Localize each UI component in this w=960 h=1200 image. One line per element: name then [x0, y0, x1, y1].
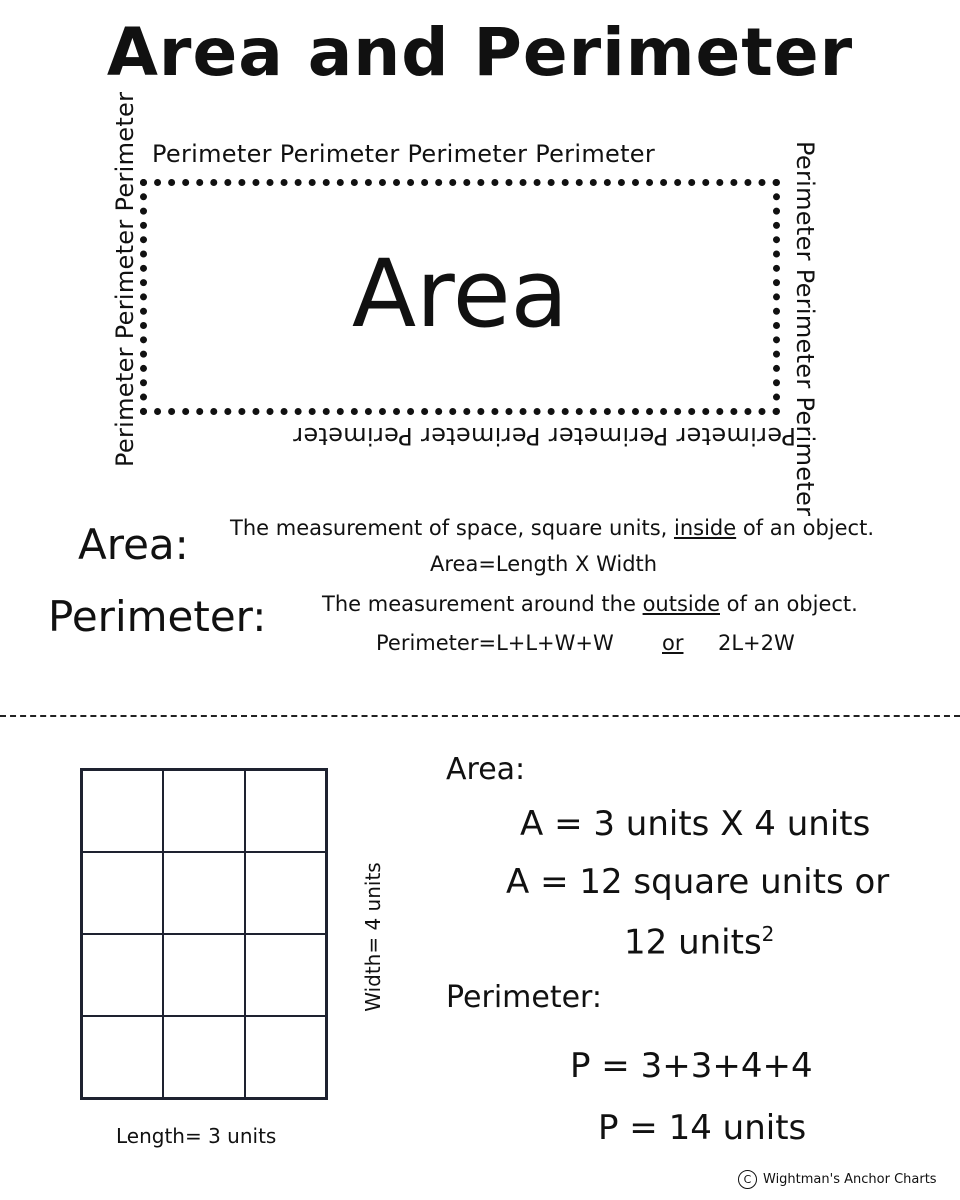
- section-divider: [0, 715, 960, 717]
- grid-cell: [163, 1016, 244, 1098]
- width-label: Width= 4 units: [361, 862, 385, 1012]
- exponent: 2: [761, 922, 775, 946]
- inside-underlined: inside: [673, 516, 737, 540]
- perimeter-border-text-top: Perimeter Perimeter Perimeter Perimeter: [152, 140, 656, 168]
- page-title: Area and Perimeter: [106, 14, 854, 91]
- grid-cell: [245, 934, 326, 1016]
- perimeter-formula-2: 2L+2W: [718, 631, 795, 655]
- grid-cell: [163, 770, 244, 852]
- example-perimeter-line-1: P = 3+3+4+4: [570, 1046, 813, 1086]
- grid-cell: [82, 770, 163, 852]
- area-definition-text: The measurement of space, square units, inside of an object.: [230, 516, 874, 540]
- grid-cell: [82, 934, 163, 1016]
- grid-cell: [163, 852, 244, 934]
- area-center-label: Area: [351, 240, 569, 349]
- outside-underlined: outside: [642, 592, 720, 616]
- grid-cell: [82, 1016, 163, 1098]
- grid-cell: [245, 1016, 326, 1098]
- perimeter-definition-text: The measurement around the outside of an object.: [322, 592, 858, 616]
- example-area-line-3: 12 units$^2$: [624, 922, 775, 963]
- grid-cell: [245, 852, 326, 934]
- length-label: Length= 3 units: [116, 1124, 277, 1148]
- area-formula: Area=Length X Width: [430, 552, 658, 576]
- grid-cell: [163, 934, 244, 1016]
- grid-cell: [245, 770, 326, 852]
- example-area-line-1: A = 3 units X 4 units: [520, 804, 871, 844]
- perimeter-formula-or: or: [662, 631, 684, 655]
- example-area-heading: Area:: [446, 752, 526, 787]
- perimeter-border-text-right: Perimeter Perimeter Perimeter: [791, 141, 819, 517]
- area-definition-label: Area:: [78, 520, 189, 569]
- example-area-line-2: A = 12 square units or: [506, 862, 890, 902]
- perimeter-border-text-bottom: Perimeter Perimeter Perimeter Perimeter: [292, 422, 796, 450]
- perimeter-formula-1: Perimeter=L+L+W+W: [376, 631, 614, 655]
- credit-text: Wightman's Anchor Charts: [763, 1172, 937, 1187]
- example-perimeter-heading: Perimeter:: [446, 980, 602, 1015]
- copyright-credit: [738, 1170, 937, 1189]
- perimeter-definition-label: Perimeter:: [48, 592, 267, 641]
- grid-cell: [82, 852, 163, 934]
- example-perimeter-line-2: P = 14 units: [598, 1108, 807, 1148]
- copyright-icon: C: [738, 1170, 757, 1189]
- unit-grid: [80, 768, 328, 1100]
- perimeter-border-text-left: Perimeter Perimeter Perimeter: [111, 91, 139, 467]
